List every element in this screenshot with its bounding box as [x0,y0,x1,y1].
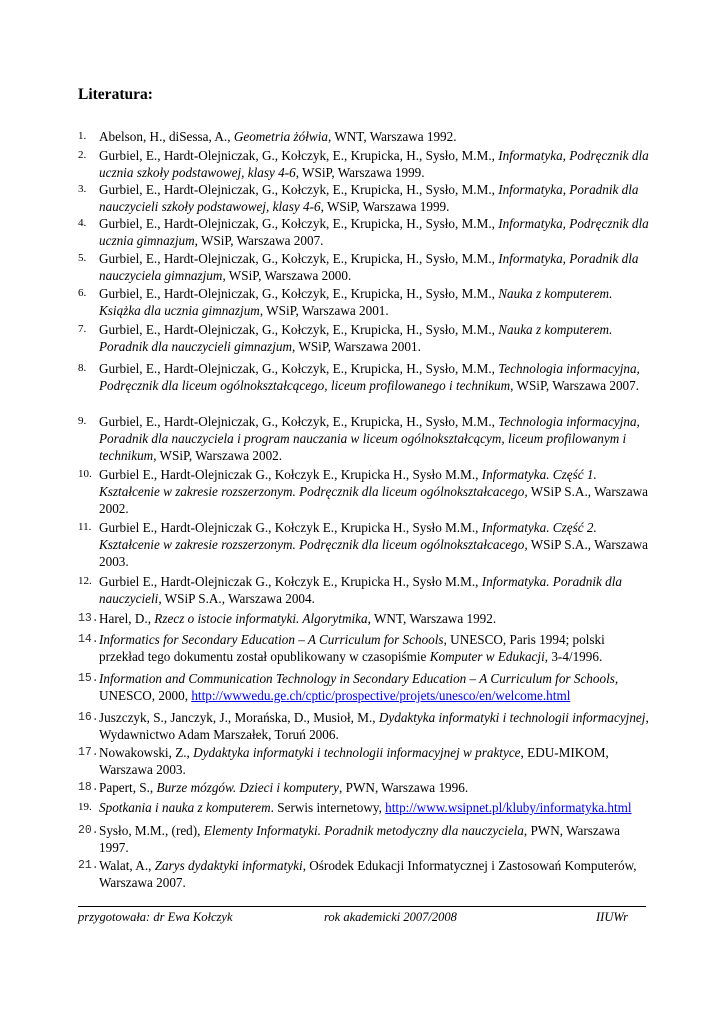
entry-text [99,128,650,145]
entry-number: 5. [78,252,87,264]
entry-text [99,466,650,517]
entry-number: 14. [78,633,99,646]
entry-title: Nauka z komputerem. Poradnik dla nauczycieli gimnazjum [99,322,613,354]
entry-text [99,744,650,778]
entry-title: Informatyka, Podręcznik dla ucznia szkoły podstawowej, klasy 4-6 [99,148,649,180]
entry-text-part: , UNESCO, Paris 1994; polski przekład tego dokumentu został opublikowany w czasopiśmie [99,632,605,664]
entry-text-part: , WSiP, Warszawa 2001. [292,339,421,354]
entry-text-part: Gurbiel, E., Hardt-Olejniczak, G., Kołczyk, E., Krupicka, H., Sysło, M.M., [99,148,499,163]
entry-text-part: , EDU-MIKOM, Warszawa 2003. [99,745,609,777]
entry-text-part: Gurbiel, E., Hardt-Olejniczak, G., Kołczyk, E., Krupicka, H., Sysło, M.M., [99,414,499,429]
entry-number: 1. [78,130,87,142]
entry-text-part: WSiP S.A., Warszawa 2003. [99,537,648,569]
entry-text-part: , WSiP, Warszawa 1999. [295,165,425,180]
entry-number: 7. [78,323,87,335]
entry-text [99,670,650,704]
entry-text [99,799,650,816]
entry-text [99,519,650,570]
entry-link[interactable]: http://wwwedu.ge.ch/cptic/prospective/projets/unesco/en/welcome.html [191,688,571,703]
entry-text-part: Nowakowski, Z., [99,745,194,760]
entry-title: Elementy Informatyki. Poradnik metodyczny dla nauczyciela [203,823,524,838]
entry-text-part: , WSiP, Warszawa 2000. [222,268,352,283]
entry-number: 13. [78,612,99,625]
entry-number: 15. [78,672,99,685]
entry-title: Informatyka. Część 1. Kształcenie w zakresie rozszerzonym. Podręcznik dla liceum ogólnokształcacego, [99,467,597,499]
entry-text-part: Gurbiel E., Hardt-Olejniczak G., Kołczyk E., Krupicka H., Sysło M.M., [99,520,482,535]
entry-title: Technologia informacyjna, Poradnik dla nauczyciela i program nauczania w liceum ogólnokształcącym, liceum profilowanym i technikum [99,414,640,463]
entry-title: Komputer w Edukacji [429,649,545,664]
entry-text [99,631,650,665]
entry-text-part: Gurbiel, E., Hardt-Olejniczak, G., Kołczyk, E., Krupicka, H., Sysło, M.M., [99,251,499,266]
entry-title: Zarys dydaktyki informatyki [154,858,303,873]
entry-text [99,857,650,891]
entry-text-part: , PWN, Warszawa 1996. [339,780,469,795]
entry-text-part: UNESCO, 2000, [99,688,192,703]
entry-text-part: Gurbiel, E., Hardt-Olejniczak, G., Kołczyk, E., Krupicka, H., Sysło, M.M., [99,322,499,337]
entry-number: 19. [78,801,92,813]
entry-number: 3. [78,183,87,195]
entry-text-part: WSiP S.A., Warszawa 2004. [161,591,315,606]
entry-text-part: Gurbiel E., Hardt-Olejniczak G., Kołczyk E., Krupicka H., Sysło M.M., [99,467,482,482]
entry-title: Information and Communication Technology in Secondary Education – A Curriculum for Schools, [99,671,619,686]
entry-text [99,181,650,215]
entry-text-part: , WSiP, Warszawa 2007. [510,378,640,393]
entry-text-part: WSiP S.A., Warszawa 2002. [99,484,648,516]
entry-text-part: , WSiP, Warszawa 2001. [259,303,389,318]
footer-institute: IIUWr [596,910,628,924]
entry-number: 8. [78,362,87,374]
entry-text [99,147,650,181]
entry-text-part: , PWN, Warszawa 1997. [99,823,620,855]
entry-text-part: , WNT, Warszawa 1992. [367,611,497,626]
entry-text [99,250,650,284]
entry-title: Poradnik dla nauczycieli szkoły podstawowej, klasy 4-6 [99,182,639,214]
entry-number: 18. [78,781,99,794]
entry-title: Informatyka, Poradnik dla nauczyciela gimnazjum [99,251,639,283]
entry-title: Geometria żółwia [233,129,328,144]
entry-text-part: Gurbiel, E., Hardt-Olejniczak, G., Kołczyk, E., Krupicka, H., Sysło, M.M., [99,361,499,376]
entry-text-part: , WSiP, Warszawa 2002. [153,448,283,463]
entry-link[interactable]: http://www.wsipnet.pl/kluby/informatyka.html [385,800,632,815]
entry-text-part: Abelson, H., diSessa, A., [99,129,234,144]
entry-number: 17. [78,746,99,759]
entry-text [99,610,650,627]
footer-divider [78,906,646,907]
entry-number: 21. [78,859,99,872]
entry-text-part: Gurbiel, E., Hardt-Olejniczak, G., Kołczyk, E., Krupicka, H., Sysło, M.M., [99,216,499,231]
entry-text [99,360,650,394]
entry-text [99,413,650,464]
entry-text [99,285,650,319]
entry-title: Informatyka [498,182,563,197]
footer-author: przygotowała: dr Ewa Kołczyk [78,910,233,924]
entry-text-part: Papert, S., [99,780,157,795]
footer-academic-year: rok akademicki 2007/2008 [324,910,457,924]
entry-number: 10. [78,468,92,480]
entry-title: Burze mózgów. Dzieci i komputery [156,780,340,795]
entry-title: Technologia informacyjna, Podręcznik dla liceum ogólnokształcącego, liceum profilowanego i technikum [99,361,640,393]
entry-text-part: , [562,182,570,197]
entry-title: Rzecz o istocie informatyki. Algorytmika [154,611,368,626]
entry-text-part: Gurbiel E., Hardt-Olejniczak G., Kołczyk E., Krupicka H., Sysło M.M., [99,574,482,589]
entry-text [99,321,650,355]
entry-number: 16. [78,711,99,724]
page-heading: Literatura: [78,86,153,103]
entry-title: Dydaktyka informatyki i technologii informacyjnej w praktyce [193,745,521,760]
entry-number: 6. [78,287,87,299]
entry-text-part: , 3-4/1996. [544,649,603,664]
entry-title: Informatyka. Poradnik dla nauczycieli, [99,574,623,606]
entry-title: Spotkania i nauka z komputerem [99,800,271,815]
entry-text [99,573,650,607]
entry-text [99,822,650,856]
entry-text-part: , Ośrodek Edukacji Informatycznej i Zastosowań Komputerów, Warszawa 2007. [99,858,637,890]
entry-text-part: , WNT, Warszawa 1992. [327,129,457,144]
entry-text [99,709,650,743]
entry-text-part: Walat, A., [99,858,155,873]
entry-number: 20. [78,824,99,837]
entry-title: Informatyka, Podręcznik dla ucznia gimnazjum [99,216,649,248]
entry-text-part: . Serwis internetowy, [270,800,386,815]
entry-number: 12. [78,575,92,587]
entry-text [99,779,650,796]
entry-title: Nauka z komputerem. Książka dla ucznia gimnazjum [99,286,613,318]
entry-number: 11. [78,521,92,533]
entry-text-part: Gurbiel, E., Hardt-Olejniczak, G., Kołczyk, E., Krupicka, H., Sysło, M.M., [99,182,499,197]
entry-text-part: Harel, D., [99,611,155,626]
entry-text-part: , WSiP, Warszawa 1999. [320,199,450,214]
entry-text [99,215,650,249]
entry-text-part: , WSiP, Warszawa 2007. [194,233,324,248]
entry-number: 9. [78,415,87,427]
entry-title: Informatics for Secondary Education – A Curriculum for Schools [99,632,444,647]
entry-text-part: Juszczyk, S., Janczyk, J., Morańska, D., Musioł, M., [99,710,379,725]
entry-number: 2. [78,149,87,161]
entry-title: Dydaktyka informatyki i technologii informacyjnej [378,710,646,725]
entry-text-part: , Wydawnictwo Adam Marszałek, Toruń 2006. [99,710,649,742]
entry-text-part: Sysło, M.M., (red), [99,823,204,838]
entry-text-part: Gurbiel, E., Hardt-Olejniczak, G., Kołczyk, E., Krupicka, H., Sysło, M.M., [99,286,499,301]
entry-number: 4. [78,217,87,229]
entry-title: Informatyka. Część 2. Kształcenie w zakresie rozszerzonym. Podręcznik dla liceum ogólnokształcacego, [99,520,597,552]
